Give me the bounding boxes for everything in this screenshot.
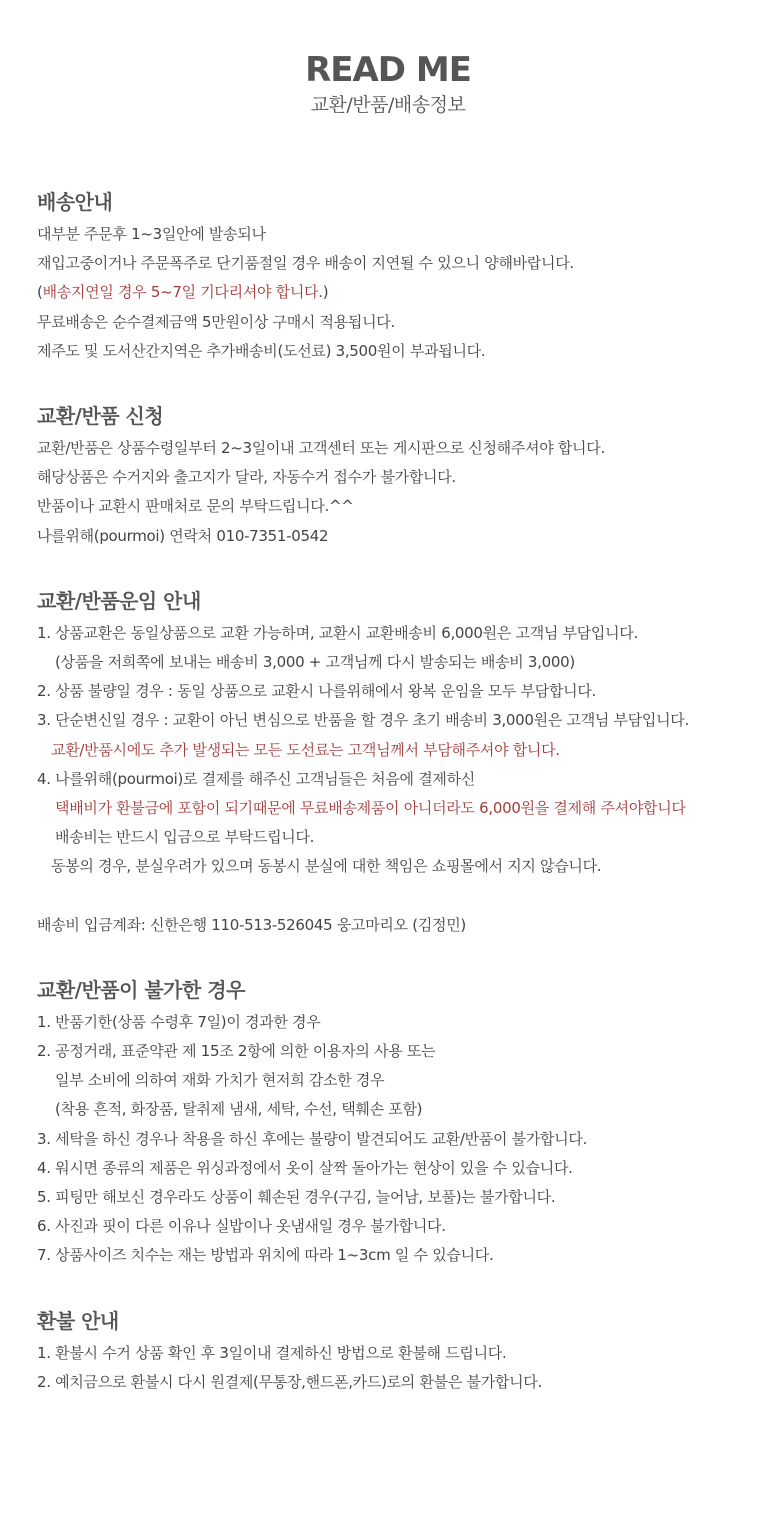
- shipping-delay-text: 배송지연일 경우 5~7일 기다리셔야 합니다.: [42, 283, 323, 302]
- not-allowed-line-4: (착용 흔적, 화장품, 탈취제 냄새, 세탁, 수선, 택훼손 포함): [55, 1100, 423, 1119]
- exchange-fee-line-7: 택배비가 환불금에 포함이 되기때문에 무료배송제품이 아니더라도 6,000원을 결제해 주셔야합니다: [55, 799, 686, 818]
- exchange-fee-title: 교환/반품운임 안내: [37, 588, 201, 613]
- exchange-fee-line-8: 배송비는 반드시 입금으로 부탁드립니다.: [55, 828, 315, 847]
- page-title: READ ME: [305, 50, 471, 90]
- refund-section: [37, 1305, 767, 1397]
- not-allowed-line-6: 4. 워시면 종류의 제품은 위싱과정에서 옷이 살짝 돌아가는 현상이 있을 수 있습니다.: [37, 1158, 573, 1177]
- refund-line-1: 1. 환불시 수거 상품 확인 후 3일이내 결제하신 방법으로 환불해 드립니다.: [37, 1343, 507, 1362]
- page-header: [0, 48, 776, 118]
- refund-line-2: 2. 예치금으로 환불시 다시 원결제(무통장,핸드폰,카드)로의 환불은 불가합니다.: [37, 1372, 542, 1391]
- exchange-fee-line-9: 동봉의 경우, 분실우려가 있으며 동봉시 분실에 대한 책임은 쇼핑몰에서 지지 않습니다.: [51, 857, 602, 876]
- not-allowed-line-3: 일부 소비에 의하여 재화 가치가 현저희 감소한 경우: [55, 1071, 385, 1090]
- shipping-section: [37, 186, 767, 366]
- exchange-fee-line-3: 2. 상품 불량일 경우 : 동일 상품으로 교환시 나를위해에서 왕복 운임을 모두 부담합니다.: [37, 682, 597, 701]
- shipping-line-4: 무료배송은 순수결제금액 5만원이상 구매시 적용됩니다.: [37, 312, 395, 331]
- page-subtitle: 교환/반품/배송정보: [310, 94, 466, 116]
- exchange-request-line-2: 해당상품은 수거지와 출고지가 달라, 자동수거 접수가 불가합니다.: [37, 468, 456, 487]
- shipping-fee-account: 배송비 입금계좌: 신한은행 110-513-526045 웅고마리오 (김정민): [37, 915, 466, 934]
- refund-title: 환불 안내: [37, 1308, 119, 1333]
- not-allowed-line-1: 1. 반품기한(상품 수령후 7일)이 경과한 경우: [37, 1012, 321, 1031]
- shipping-line-2: 재입고중이거나 주문폭주로 단기품절일 경우 배송이 지연될 수 있으니 양해바랍니다.: [37, 254, 574, 273]
- exchange-request-section: [37, 400, 767, 551]
- not-allowed-line-2: 2. 공정거래, 표준약관 제 15조 2항에 의한 이용자의 사용 또는: [37, 1042, 436, 1061]
- exchange-request-contact: 나를위해(pourmoi) 연락처 010-7351-0542: [37, 526, 329, 545]
- exchange-request-line-1: 교환/반품은 상품수령일부터 2~3일이내 고객센터 또는 게시판으로 신청해주셔야 합니다.: [37, 439, 605, 458]
- shipping-delay-open: (: [37, 283, 43, 302]
- not-allowed-line-8: 6. 사진과 핏이 다른 이유나 실밥이나 옷냄새일 경우 불가합니다.: [37, 1217, 446, 1236]
- not-allowed-section: [37, 974, 767, 1271]
- info-content: [37, 186, 767, 1397]
- exchange-request-title: 교환/반품 신청: [37, 404, 164, 429]
- not-allowed-line-9: 7. 상품사이즈 치수는 재는 방법과 위치에 따라 1~3cm 일 수 있습니다.: [37, 1246, 494, 1265]
- exchange-fee-line-4: 3. 단순변신일 경우 : 교환이 아닌 변심으로 반품을 할 경우 초기 배송비 3,000원은 고객님 부담입니다.: [37, 711, 689, 730]
- shipping-delay-close: ): [322, 283, 329, 302]
- shipping-line-1: 대부분 주문후 1~3일안에 발송되나: [37, 225, 266, 243]
- shipping-delay-note: [37, 278, 767, 307]
- shipping-title: 배송안내: [37, 190, 113, 214]
- exchange-fee-line-6: 4. 나를위해(pourmoi)로 결제를 해주신 고객님들은 처음에 결제하신: [37, 769, 475, 788]
- exchange-fee-line-1: 1. 상품교환은 동일상품으로 교환 가능하며, 교환시 교환배송비 6,000원은 고객님 부담입니다.: [37, 623, 638, 642]
- exchange-fee-line-2: (상품을 저희쪽에 보내는 배송비 3,000 + 고객님께 다시 발송되는 배송비 3,000): [55, 653, 575, 672]
- not-allowed-title: 교환/반품이 불가한 경우: [37, 977, 245, 1002]
- exchange-fee-line-5: 교환/반품시에도 추가 발생되는 모든 도선료는 고객님께서 부담해주셔야 합니다.: [51, 740, 560, 759]
- exchange-request-line-3: 반품이나 교환시 판매처로 문의 부탁드립니다.^^: [37, 497, 354, 516]
- not-allowed-line-5: 3. 세탁을 하신 경우나 착용을 하신 후에는 불량이 발견되어도 교환/반품이 불가합니다.: [37, 1129, 588, 1148]
- shipping-line-5: 제주도 및 도서산간지역은 추가배송비(도선료) 3,500원이 부과됩니다.: [37, 341, 486, 360]
- exchange-fee-section: [37, 585, 767, 940]
- not-allowed-line-7: 5. 피팅만 해보신 경우라도 상품이 훼손된 경우(구김, 늘어남, 보풀)는 불가합니다.: [37, 1188, 556, 1207]
